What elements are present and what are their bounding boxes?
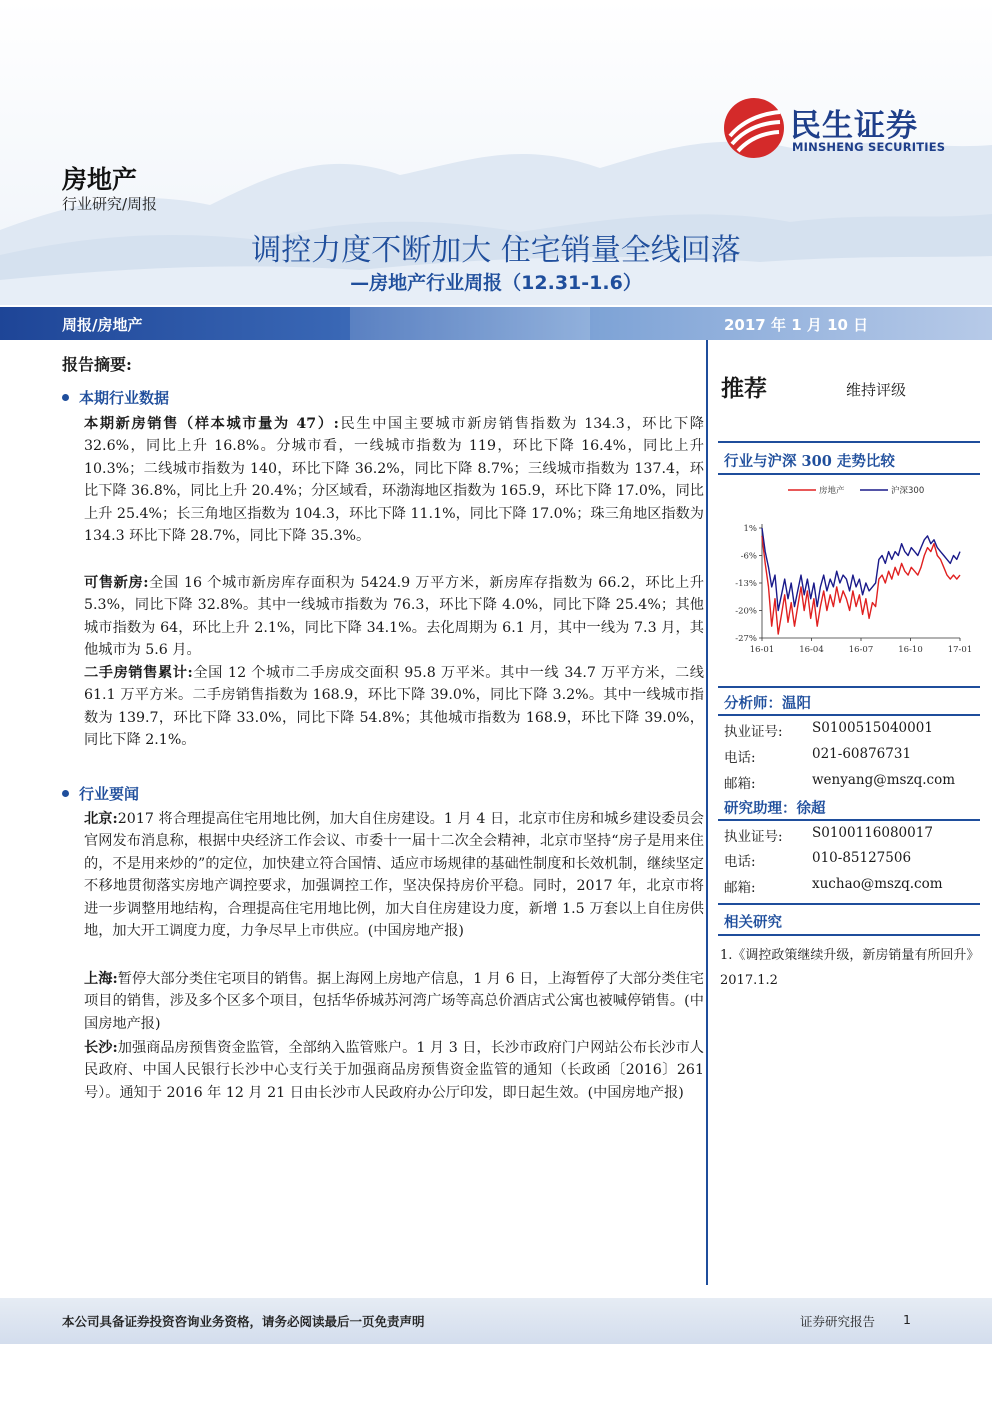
analyst-license-value: S0100515040001 [812, 720, 933, 736]
divider [718, 903, 980, 905]
paragraph-inventory [84, 572, 704, 662]
assistant-email-value[interactable]: xuchao@mszq.com [812, 876, 943, 892]
paragraph-lead: 北京: [84, 811, 118, 827]
assistant-phone-value: 010-85127506 [812, 850, 912, 866]
chart-x-tick-label: 17-01 [947, 645, 973, 655]
bar-category-label: 周报/房地产 [62, 316, 143, 334]
chart-legend-label: 房地产 [819, 486, 845, 496]
paragraph-body: 加强商品房预售资金监管，全部纳入监管账户。1 月 3 日，长沙市政府门户网站公布长沙市人民政府、中国人民银行长沙中心支行关于加强商品房预售资金监管的通知（长政函〔2016〕261 号）。通知于 2016 年 12 月 21 日由长沙市人民政府办公厅印发，即日起生效。(中国房地产报) [84, 1040, 704, 1101]
logo-emblem-icon [722, 96, 786, 160]
related-research-heading: 相关研究 [724, 914, 782, 931]
paragraph-news-beijing [84, 808, 704, 942]
assistant-license-label: 执业证号: [724, 829, 783, 845]
chart-x-tick-label: 16-01 [749, 645, 775, 655]
divider [718, 441, 980, 443]
assistant-phone-label: 电话: [724, 854, 756, 870]
assistant-email-label: 邮箱: [724, 880, 756, 896]
report-title: 调控力度不断加大 住宅销量全线回落 [251, 233, 741, 268]
paragraph-body: 全国 12 个城市二手房成交面积 95.8 万平米。其中一线 34.7 万平方米，二线 61.1 万平方米。二手房销售指数为 168.9，环比下降 39.0%，同比下降 3.2%。其中一线城市指数为 139.7，环比下降 33.0%，同比下降 54.8%；其他城市指数为 168.9，环比下降 39.0%，同比下降 2.1%。 [84, 665, 704, 749]
chart-x-tick-label: 16-04 [799, 645, 824, 655]
chart-y-axis [735, 524, 762, 644]
divider [718, 473, 980, 475]
rating-note: 维持评级 [846, 381, 907, 399]
industry-label: 房地产 [62, 165, 138, 194]
section-industry-data-heading: 本期行业数据 [62, 387, 169, 408]
paragraph-lead: 上海: [84, 971, 118, 987]
paragraph-lead: 二手房销售累计: [84, 665, 193, 681]
section-industry-news-heading: 行业要闻 [62, 783, 139, 804]
analyst-phone-label: 电话: [724, 750, 756, 766]
chart-series-line [762, 528, 960, 611]
logo-name-en: MINSHENG SECURITIES [792, 140, 946, 154]
divider [718, 934, 980, 936]
chart-legend-label: 沪深300 [891, 486, 925, 496]
rating-value: 推荐 [721, 376, 767, 402]
chart-y-tick-label: 1% [743, 524, 757, 534]
divider [718, 819, 980, 821]
summary-heading: 报告摘要: [62, 355, 132, 374]
bullet-icon [62, 790, 69, 797]
chart-x-tick-label: 16-10 [898, 645, 923, 655]
report-date: 2017 年 1 月 10 日 [724, 316, 869, 334]
analyst-license-label: 执业证号: [724, 724, 783, 740]
paragraph-body: 民生中国主要城市新房销售指数为 134.3，环比下降 32.6%，同比上升 16.8%。分城市看，一线城市指数为 119，环比下降 16.4%，同比上升 10.3%；二线城市指数为 140，环比下降 36.2%，同比下降 8.7%；三线城市指数为 137.4，环比下降 36.8%，同比上升 20.4%；分区域看，环渤海地区指数为 165.9，环比下降 17.0%，同比上升 25.4%；长三角地区指数为 104.3，环比下降 11.1%，同比下降 17.0%；珠三角地区指数为 134.3 环比下降 28.7%，同比下降 35.3%。 [84, 416, 704, 545]
paragraph-lead: 长沙: [84, 1040, 118, 1056]
paragraph-body: 全国 16 个城市新房库存面积为 5424.9 万平方米，新房库存指数为 66.2，环比上升 5.3%，同比下降 32.8%。其中一线城市指数为 76.3，环比下降 4.0%，同比下降 25.4%；其他城市指数为 64，环比上升 2.1%，同比下降 34.1%。去化周期为 6.1 月，其中一线为 7.3 月，其他城市为 5.6 月。 [84, 575, 704, 659]
column-divider [706, 340, 708, 1285]
related-research-item[interactable]: 1.《调控政策继续升级，新房销量有所回升》2017.1.2 [720, 948, 980, 988]
footer-label: 证券研究报告 [800, 1314, 876, 1329]
paragraph-news-shanghai [84, 968, 704, 1035]
analyst-phone-value: 021-60876731 [812, 746, 912, 762]
page-number: 1 [903, 1312, 911, 1327]
analyst-email-label: 邮箱: [724, 776, 756, 792]
bar-highlight-stripe [350, 307, 590, 340]
divider [718, 686, 980, 688]
chart-y-tick-label: -6% [740, 551, 757, 562]
analyst-email-value[interactable]: wenyang@mszq.com [812, 772, 956, 788]
paragraph-news-changsha [84, 1037, 704, 1104]
assistant-heading: 研究助理：徐超 [724, 800, 826, 817]
chart-y-tick-label: -20% [735, 606, 757, 617]
paragraph-body: 暂停大部分类住宅项目的销售。据上海网上房地产信息，1 月 6 日，上海暂停了大部分类住宅项目的销售，涉及多个区多个项目，包括华侨城苏河湾广场等高总价酒店式公寓也被喊停销售。(中国房地产报) [84, 971, 704, 1032]
report-subtitle: —房地产行业周报（12.31-1.6） [350, 272, 642, 294]
chart-series [762, 528, 960, 634]
divider [718, 714, 980, 716]
paragraph-lead: 可售新房: [84, 575, 149, 591]
paragraph-new-home-sales [84, 413, 704, 547]
analyst-heading: 分析师：温阳 [724, 695, 811, 712]
chart-heading: 行业与沪深 300 走势比较 [724, 453, 895, 470]
chart-x-axis [750, 638, 973, 655]
report-type-label: 行业研究/周报 [62, 195, 158, 213]
chart-x-tick-label: 16-07 [848, 645, 874, 655]
paragraph-secondhand-sales [84, 662, 704, 752]
chart-legend [788, 485, 924, 496]
footer-disclaimer: 本公司具备证券投资咨询业务资格，请务必阅读最后一页免责声明 [62, 1314, 425, 1329]
trend-comparison-chart [720, 478, 982, 663]
paragraph-lead: 本期新房销售（样本城市量为 47）: [84, 416, 339, 432]
bullet-icon [62, 394, 69, 401]
assistant-license-value: S0100116080017 [812, 825, 933, 841]
paragraph-body: 2017 将合理提高住宅用地比例，加大自住房建设。1 月 4 日，北京市住房和城乡建设委员会官网发布消息称，根据中央经济工作会议、市委十一届十二次全会精神，北京市坚持“房子是用来住的，不是用来炒的”的定位，加快建立符合国情、适应市场规律的基础性制度和长效机制，继续坚定不移地贯彻落实房地产调控要求，加强调控工作，坚决保持房价平稳。同时，2017 年，北京市将进一步调整用地结构，合理提高住宅用地比例，加大自住房建设力度，新增 1.5 万套以上自住房供地，加大开工调度力度，力争尽早上市供应。(中国房地产报) [84, 811, 704, 940]
logo-name-cn: 民生证券 [790, 108, 918, 144]
chart-y-tick-label: -13% [735, 579, 757, 589]
company-logo [722, 96, 962, 160]
chart-y-tick-label: -27% [735, 634, 757, 644]
